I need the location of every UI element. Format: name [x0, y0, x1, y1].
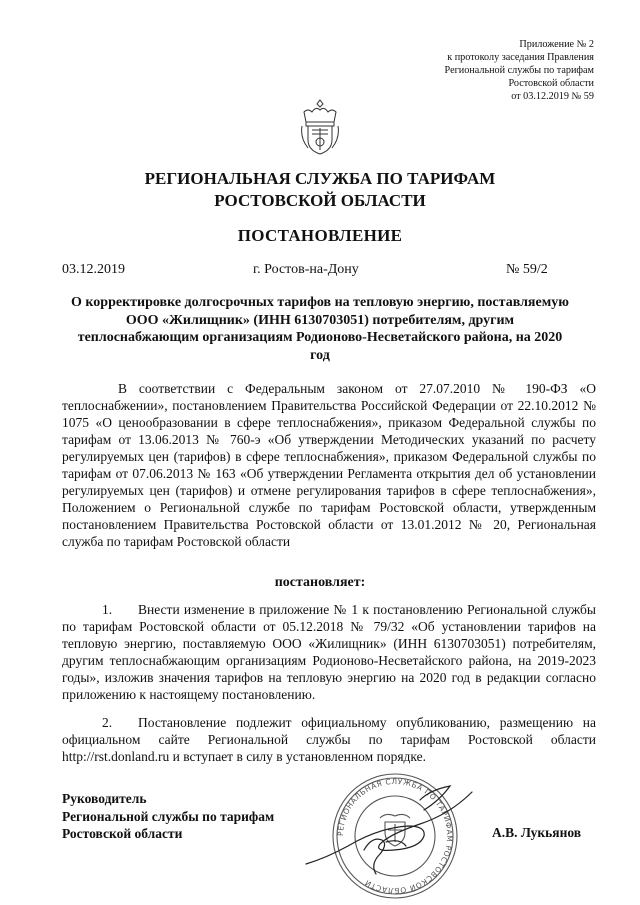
appendix-line: к протоколу заседания Правления — [447, 52, 594, 63]
item-text: Постановление подлежит официальному опубликованию, размещению на официальном сайте Региональной службы по тарифам Ростовской области http://rst.donland.ru и вступает в силу в установленном порядке. — [62, 715, 596, 764]
item-number: 1. — [102, 602, 113, 617]
appendix-line: Ростовской области — [508, 78, 594, 89]
item-text: Внести изменение в приложение № 1 к постановлению Региональной службы по тарифам Ростовской области от 05.12.2018 № 79/32 «Об установлении тарифов на тепловую энергию, поставляемую ООО «Жилищник» (ИНН 6130703051) потребителям, другим теплоснабжающим организациям Родионово-Несветайского района, на 2019-2023 годы», изложив значения тарифов на тепловую энергию на 2020 год в редакции согласно приложению к настоящему постановлению. — [62, 602, 596, 702]
handwritten-signature — [300, 780, 490, 890]
document-type: ПОСТАНОВЛЕНИЕ — [237, 226, 403, 245]
document-number: № 59/2 — [506, 262, 548, 277]
appendix-line: Приложение № 2 — [519, 39, 594, 50]
signatory-title-line: Руководитель — [62, 791, 147, 806]
appendix-note — [344, 38, 594, 103]
signatory-title-line: Региональной службы по тарифам — [62, 808, 275, 824]
appendix-line: Региональной службы по тарифам — [444, 65, 594, 76]
resolution-item — [62, 714, 596, 765]
agency-name-line: РОСТОВСКОЙ ОБЛАСТИ — [214, 191, 426, 210]
document-subject: О корректировке долгосрочных тарифов на тепловую энергию, поставляемую ООО «Жилищник» (ИНН 6130703051) потребителям, другим теплоснабжающим организациям Родионово-Несветайского района, на 2020 год — [71, 295, 569, 363]
agency-name-line: РЕГИОНАЛЬНАЯ СЛУЖБА ПО ТАРИФАМ — [144, 169, 496, 188]
resolves-heading: постановляет: — [274, 575, 366, 590]
item-number: 2. — [102, 715, 113, 730]
signatory-title — [62, 790, 274, 843]
appendix-line: от 03.12.2019 № 59 — [511, 91, 594, 102]
signatory-name: А.В. Лукьянов — [492, 825, 582, 840]
preamble-paragraph: В соответствии с Федеральным законом от 27.07.2010 № 190-ФЗ «О теплоснабжении», постановлением Правительства Российской Федерации от 22.10.2012 № 1075 «О ценообразовании в сфере теплоснабжения», приказом Федеральной службы по тарифам от 13.06.2013 № 760-э «Об утверждении Методических указаний по расчету регулируемых цен (тарифов) в сфере теплоснабжения», приказом Федеральной службы по тарифам от 07.06.2013 № 163 «Об утверждении Регламента открытия дел об установлении регулируемых цен (тарифов) и отмене регулирования тарифов в сфере теплоснабжения», Положением о Региональной службе по тарифам Ростовской области, утвержденным постановлением Правительства Ростовской области от 13.01.2012 № 20, Региональная служба по тарифам Ростовской области — [62, 381, 596, 549]
document-date: 03.12.2019 — [62, 262, 125, 277]
document-city: г. Ростов-на-Дону — [253, 262, 359, 277]
resolution-item — [62, 601, 596, 703]
agency-name — [0, 168, 640, 212]
signatory-title-line: Ростовской области — [62, 826, 183, 841]
coat-of-arms-icon — [298, 98, 342, 156]
stamp-ring-text: РЕГИОНАЛЬНАЯ СЛУЖБА ПО ТАРИФАМ РОСТОВСКОЙ ОБЛАСТИ — [335, 776, 455, 896]
